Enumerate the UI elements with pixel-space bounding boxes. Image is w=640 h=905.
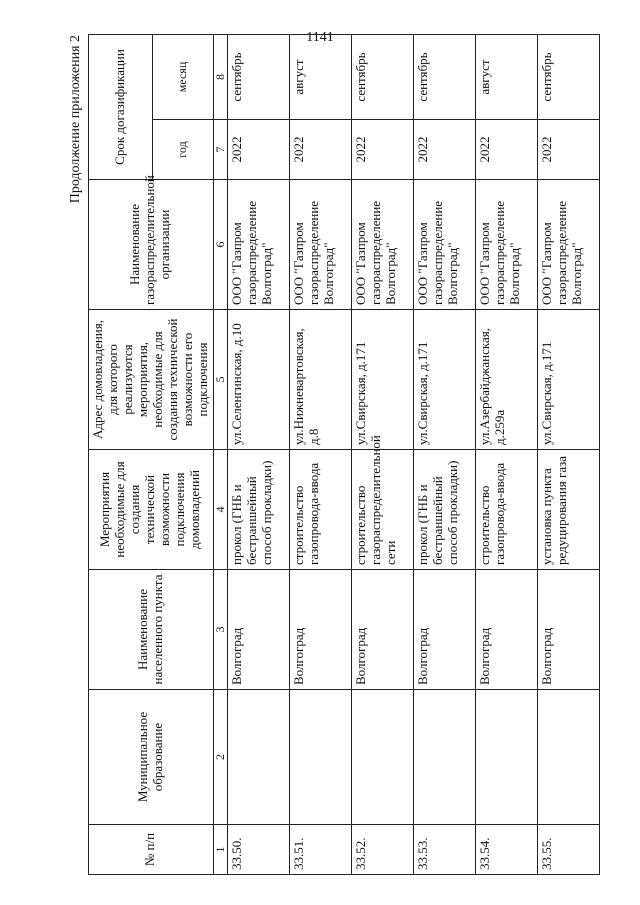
cell-measure: прокол (ГНБ и бестраншейный способ прокладки) — [414, 450, 476, 570]
column-number: 3 — [213, 570, 228, 690]
cell-measure: установка пункта редуцирования газа — [538, 450, 600, 570]
cell-n: 33.52. — [352, 825, 414, 875]
cell-address: ул.Свирская, д.171 — [414, 310, 476, 450]
header-year: год — [153, 120, 213, 180]
cell-measure: прокол (ГНБ и бестраншейный способ прокладки) — [228, 450, 290, 570]
table-row — [414, 35, 476, 875]
column-number: 4 — [213, 450, 228, 570]
column-number: 7 — [213, 120, 228, 180]
cell-municipality — [476, 690, 538, 825]
column-number: 8 — [213, 35, 228, 120]
cell-measure: строительство газопровода-ввода — [476, 450, 538, 570]
cell-municipality — [228, 690, 290, 825]
cell-n: 33.51. — [290, 825, 352, 875]
header-settlement: Наименование населенного пункта — [89, 570, 214, 690]
table-row — [476, 35, 538, 875]
rotated-sheet — [68, 35, 640, 875]
cell-settlement: Волгоград — [228, 570, 290, 690]
cell-municipality — [538, 690, 600, 825]
cell-settlement: Волгоград — [414, 570, 476, 690]
cell-year: 2022 — [228, 120, 290, 180]
cell-year: 2022 — [476, 120, 538, 180]
cell-org: ООО "Газпром газораспределение Волгоград" — [228, 180, 290, 310]
cell-measure: строительство газопровода-ввода — [290, 450, 352, 570]
column-number: 6 — [213, 180, 228, 310]
header-municipality: Муниципальное образование — [89, 690, 214, 825]
cell-org: ООО "Газпром газораспределение Волгоград" — [414, 180, 476, 310]
cell-month: сентябрь — [538, 35, 600, 120]
cell-n: 33.53. — [414, 825, 476, 875]
header-n: № п/п — [89, 825, 214, 875]
continuation-label: Продолжение приложения 2 — [68, 35, 83, 204]
header-org: Наименование газораспределительной организации — [89, 180, 214, 310]
cell-month: август — [290, 35, 352, 120]
column-number: 5 — [213, 310, 228, 450]
page-number: 1141 — [306, 30, 334, 45]
cell-n: 33.55. — [538, 825, 600, 875]
header-address: Адрес домовладения, для которого реализуются мероприятия, необходимые для создания технической возможности его подключения — [89, 310, 214, 450]
cell-year: 2022 — [414, 120, 476, 180]
cell-municipality — [290, 690, 352, 825]
table-row — [228, 35, 290, 875]
table-row — [290, 35, 352, 875]
cell-address: ул.Нижневартовская, д.8 — [290, 310, 352, 450]
cell-settlement: Волгоград — [290, 570, 352, 690]
header-deadline: Срок догазификации — [89, 35, 153, 180]
cell-org: ООО "Газпром газораспределение Волгоград" — [538, 180, 600, 310]
header-row — [89, 35, 153, 875]
cell-measure: строительство газораспределительной сети — [352, 450, 414, 570]
cell-org: ООО "Газпром газораспределение Волгоград" — [290, 180, 352, 310]
table-row — [352, 35, 414, 875]
gasification-table — [88, 34, 600, 875]
cell-year: 2022 — [290, 120, 352, 180]
cell-month: сентябрь — [352, 35, 414, 120]
cell-address: ул.Селенгинская, д.10 — [228, 310, 290, 450]
cell-month: сентябрь — [228, 35, 290, 120]
cell-org: ООО "Газпром газораспределение Волгоград" — [476, 180, 538, 310]
column-number-row — [213, 35, 228, 875]
cell-month: сентябрь — [414, 35, 476, 120]
cell-year: 2022 — [352, 120, 414, 180]
cell-settlement: Волгоград — [538, 570, 600, 690]
cell-n: 33.50. — [228, 825, 290, 875]
cell-settlement: Волгоград — [352, 570, 414, 690]
cell-year: 2022 — [538, 120, 600, 180]
column-number: 1 — [213, 825, 228, 875]
cell-settlement: Волгоград — [476, 570, 538, 690]
cell-month: август — [476, 35, 538, 120]
column-number: 2 — [213, 690, 228, 825]
header-month: месяц — [153, 35, 213, 120]
cell-org: ООО "Газпром газораспределение Волгоград" — [352, 180, 414, 310]
cell-n: 33.54. — [476, 825, 538, 875]
cell-address: ул.Азербайджанская, д.259а — [476, 310, 538, 450]
cell-address: ул.Свирская, д.171 — [352, 310, 414, 450]
cell-municipality — [414, 690, 476, 825]
cell-address: ул.Свирская, д.171 — [538, 310, 600, 450]
table-row — [538, 35, 600, 875]
cell-municipality — [352, 690, 414, 825]
header-measures: Мероприятия необходимые для создания технической возможности подключения домовладений — [89, 450, 214, 570]
